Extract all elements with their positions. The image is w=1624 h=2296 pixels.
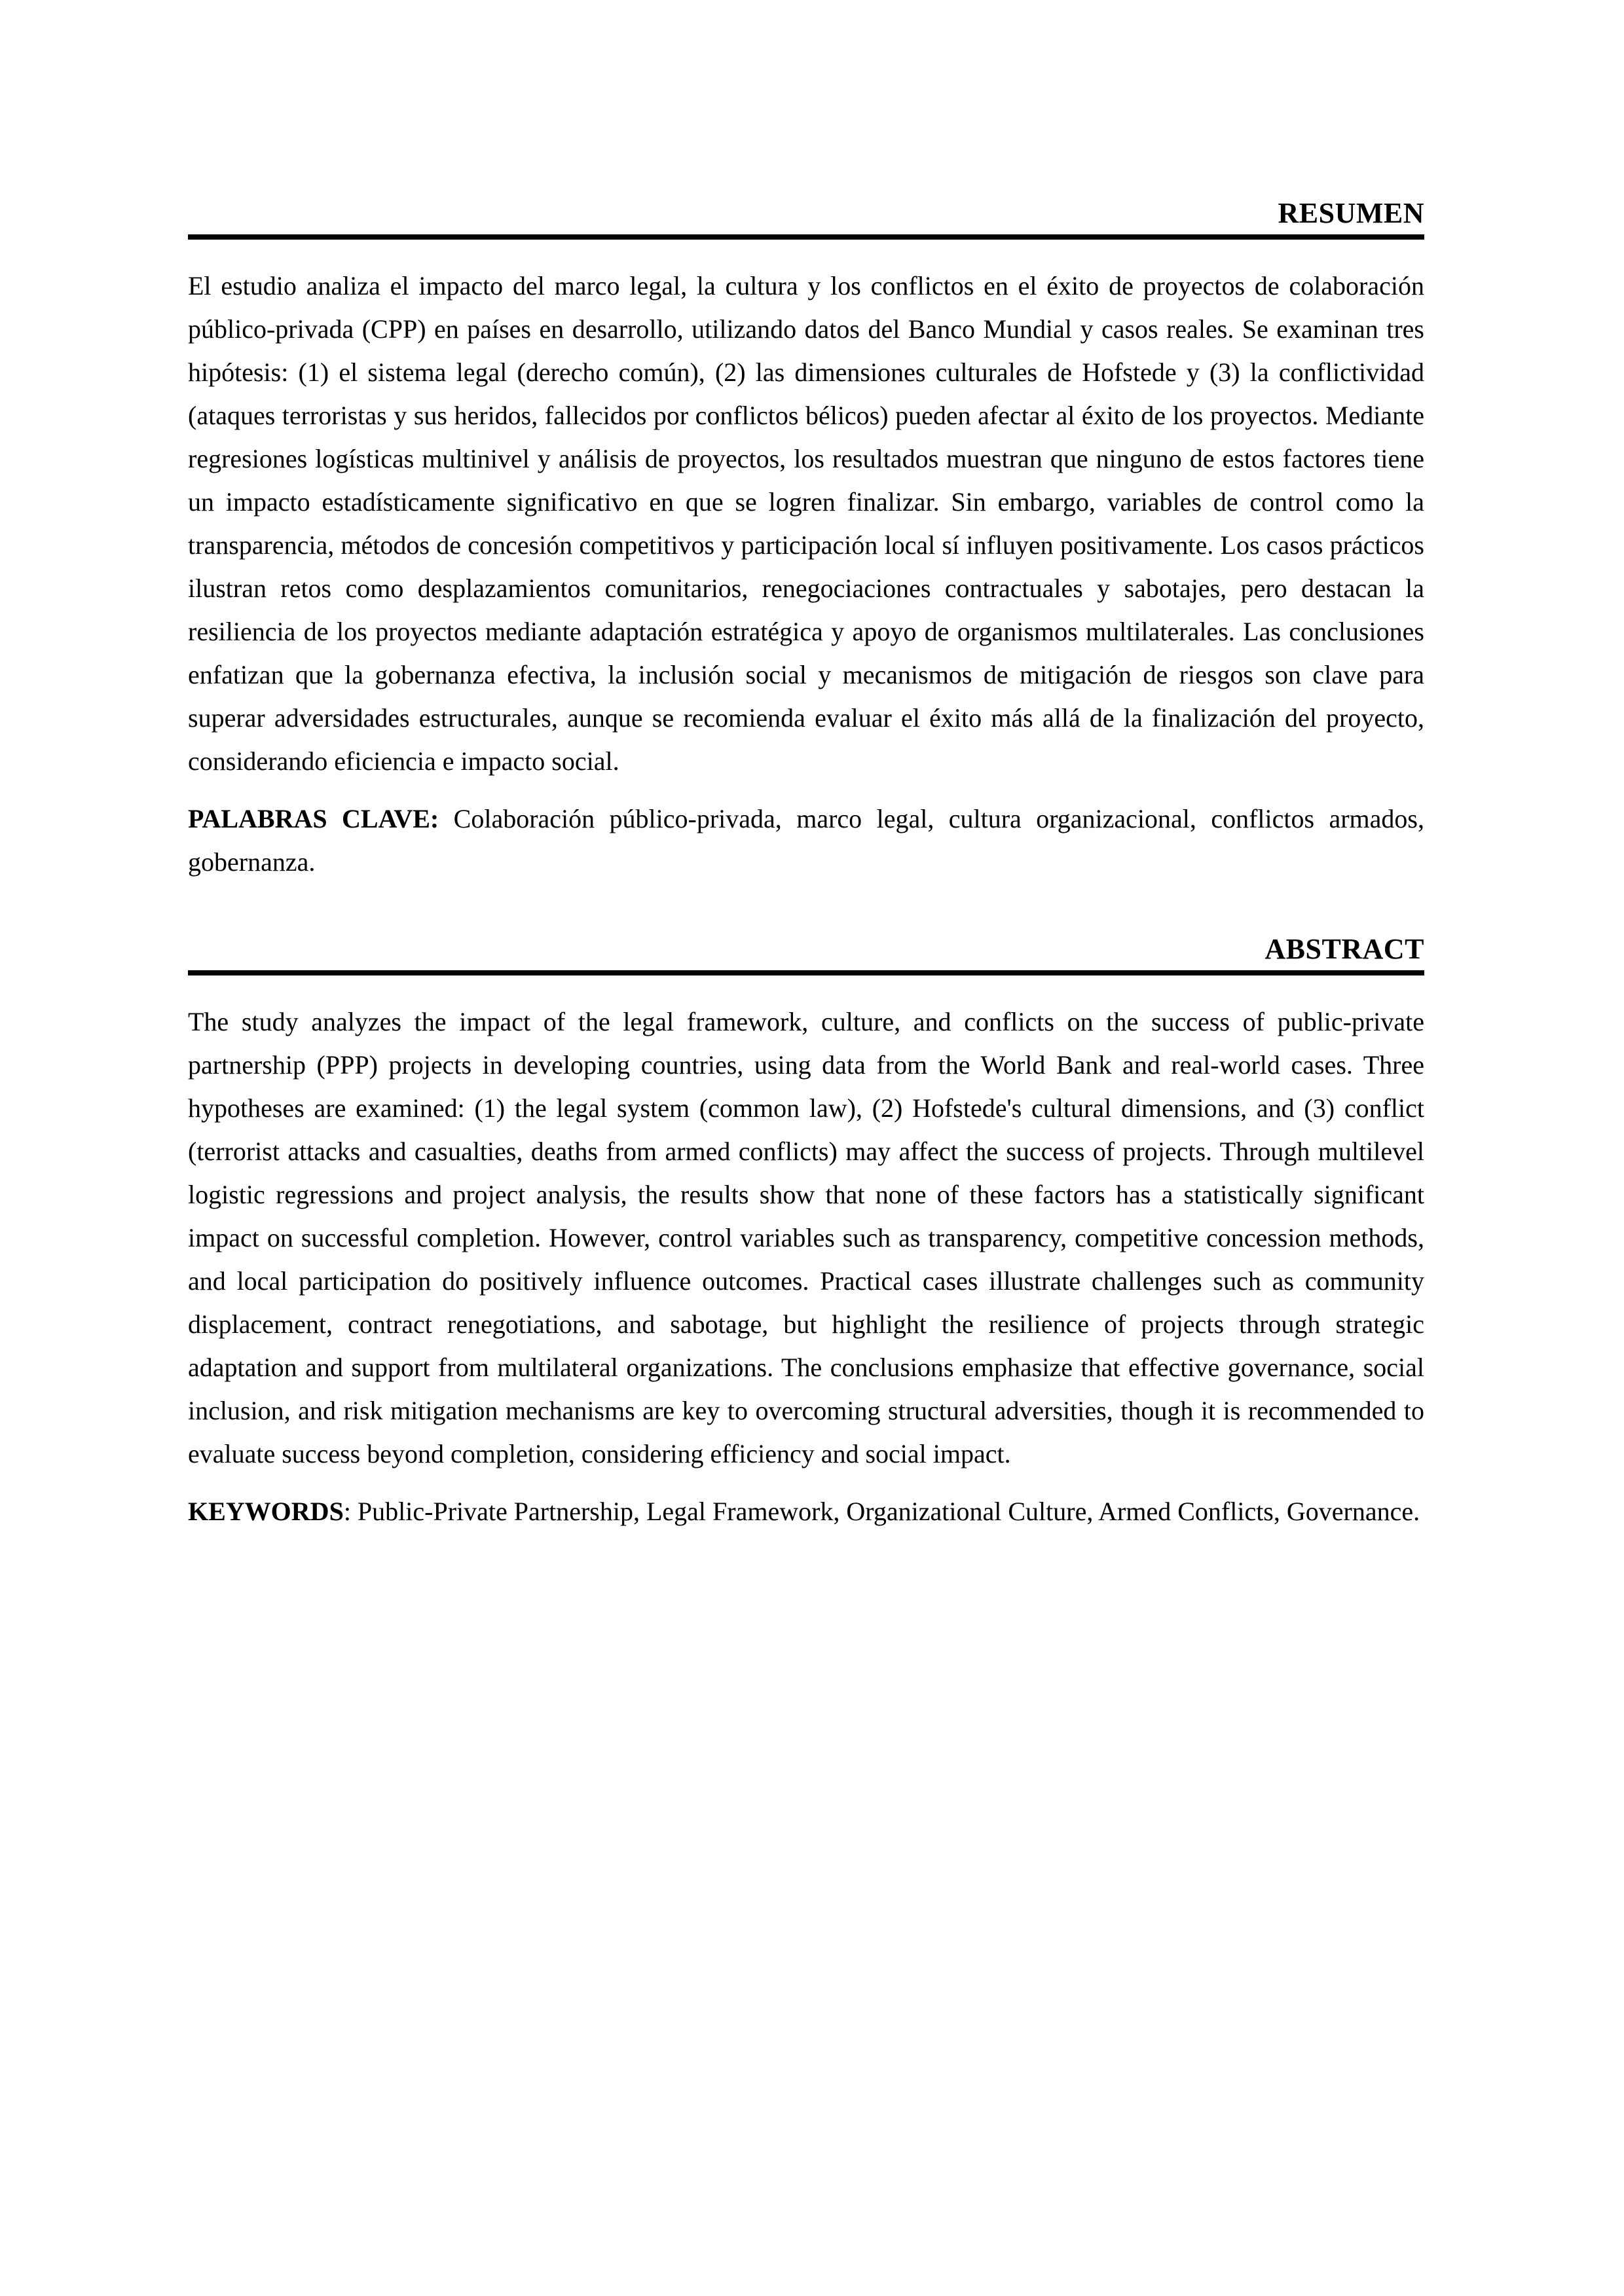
section-heading-resumen: RESUMEN [188, 196, 1424, 240]
section-heading-abstract: ABSTRACT [188, 932, 1424, 975]
page-bottom-whitespace [0, 1877, 1624, 2296]
abstract-keywords-label: KEYWORDS [188, 1497, 344, 1526]
abstract-keywords-paragraph [188, 1490, 1424, 1533]
resumen-keywords-text: Colaboración público-privada, marco legal, cultura organizacional, conflictos armados, gobernanza. [188, 804, 1424, 877]
document-content [188, 196, 1424, 1533]
resumen-keywords-paragraph [188, 797, 1424, 884]
abstract-body-paragraph: The study analyzes the impact of the legal framework, culture, and conflicts on the success of public-private partnership (PPP) projects in developing countries, using data from the World Bank and real-world cases. Three hypotheses are examined: (1) the legal system (common law), (2) Hofstede's cultural dimensions, and (3) conflict (terrorist attacks and casualties, deaths from armed conflicts) may affect the success of projects. Through multilevel logistic regressions and project analysis, the results show that none of these factors has a statistically significant impact on successful completion. However, control variables such as transparency, competitive concession methods, and local participation do positively influence outcomes. Practical cases illustrate challenges such as community displacement, contract renegotiations, and sabotage, but highlight the resilience of projects through strategic adaptation and support from multilateral organizations. The conclusions emphasize that effective governance, social inclusion, and risk mitigation mechanisms are key to overcoming structural adversities, though it is recommended to evaluate success beyond completion, considering efficiency and social impact. [188, 1007, 1424, 1468]
abstract-keywords-text: : Public-Private Partnership, Legal Framework, Organizational Culture, Armed Conflicts, Governance. [343, 1497, 1420, 1526]
resumen-body-paragraph: El estudio analiza el impacto del marco legal, la cultura y los conflictos en el éxito de proyectos de colaboración público-privada (CPP) en países en desarrollo, utilizando datos del Banco Mundial y casos reales. Se examinan tres hipótesis: (1) el sistema legal (derecho común), (2) las dimensiones culturales de Hofstede y (3) la conflictividad (ataques terroristas y sus heridos, fallecidos por conflictos bélicos) pueden afectar al éxito de los proyectos. Mediante regresiones logísticas multinivel y análisis de proyectos, los resultados muestran que ninguno de estos factores tiene un impacto estadísticamente significativo en que se logren finalizar. Sin embargo, variables de control como la transparencia, métodos de concesión competitivos y participación local sí influyen positivamente. Los casos prácticos ilustran retos como desplazamientos comunitarios, renegociaciones contractuales y sabotajes, pero destacan la resiliencia de los proyectos mediante adaptación estratégica y apoyo de organismos multilaterales. Las conclusiones enfatizan que la gobernanza efectiva, la inclusión social y mecanismos de mitigación de riesgos son clave para superar adversidades estructurales, aunque se recomienda evaluar el éxito más allá de la finalización del proyecto, considerando eficiencia e impacto social. [188, 271, 1424, 776]
resumen-keywords-label: PALABRAS CLAVE: [188, 804, 439, 833]
